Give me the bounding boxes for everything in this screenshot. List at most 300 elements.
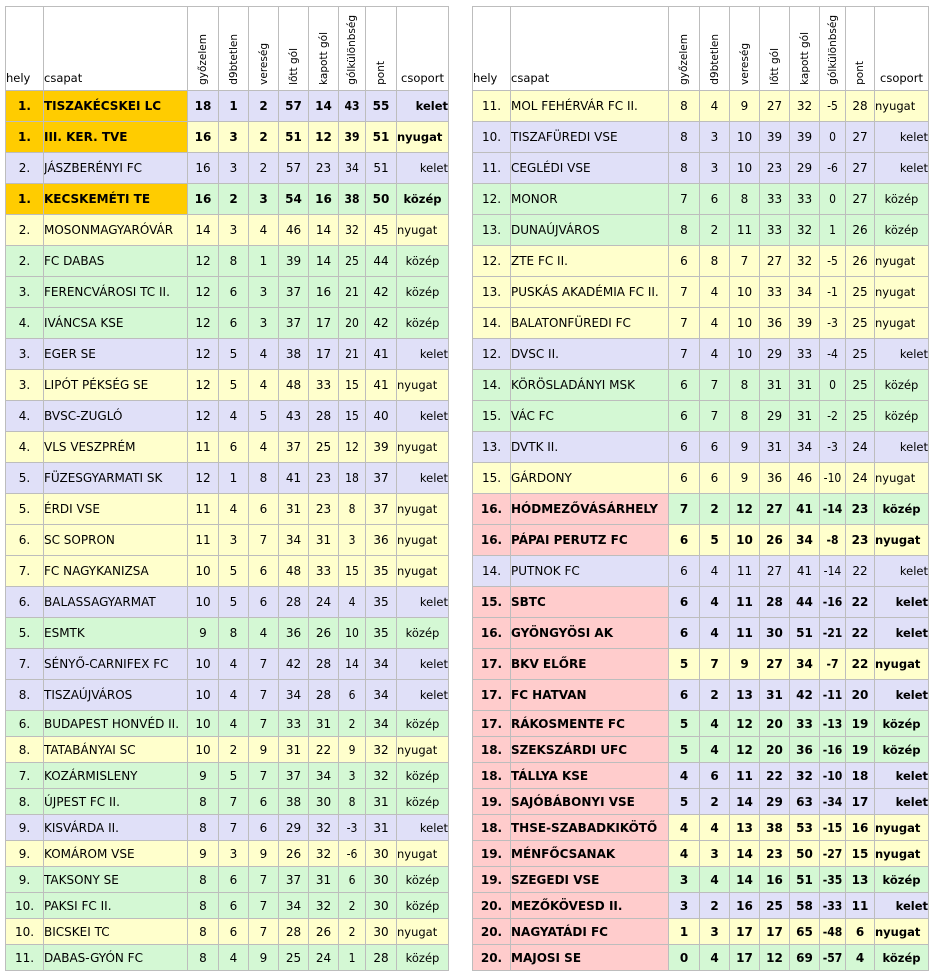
row-group: nyugat <box>875 919 929 945</box>
row-pos: 19. <box>473 841 511 867</box>
row-losses: 16 <box>730 893 760 919</box>
row-goals-for: 37 <box>279 308 309 339</box>
row-wins: 10 <box>188 680 219 711</box>
row-goals-against: 14 <box>309 91 339 122</box>
row-goals-against: 33 <box>790 339 820 370</box>
row-pos: 14. <box>473 556 511 587</box>
row-goals-for: 39 <box>760 122 790 153</box>
row-draws: 8 <box>219 246 249 277</box>
row-losses: 12 <box>730 711 760 737</box>
row-goals-against: 32 <box>309 841 339 867</box>
row-losses: 9 <box>249 841 279 867</box>
table-row <box>6 711 449 737</box>
row-losses: 11 <box>730 587 760 618</box>
row-team: BKV ELŐRE <box>511 649 669 680</box>
table-row <box>473 867 929 893</box>
row-losses: 7 <box>249 763 279 789</box>
row-pos: 10. <box>6 893 44 919</box>
row-draws: 4 <box>700 737 730 763</box>
row-pos: 17. <box>473 711 511 737</box>
row-goals-against: 17 <box>309 308 339 339</box>
row-group: kelet <box>875 122 929 153</box>
row-team: MÉNFŐCSANAK <box>511 841 669 867</box>
row-group: közép <box>397 893 449 919</box>
row-goal-diff: -21 <box>820 618 846 649</box>
row-points: 22 <box>846 649 875 680</box>
row-points: 25 <box>846 370 875 401</box>
row-losses: 4 <box>249 339 279 370</box>
row-group: kelet <box>875 680 929 711</box>
row-losses: 8 <box>730 184 760 215</box>
row-team: FC HATVAN <box>511 680 669 711</box>
row-points: 39 <box>366 432 397 463</box>
row-team: ESMTK <box>44 618 188 649</box>
row-goals-against: 33 <box>790 711 820 737</box>
row-wins: 12 <box>188 246 219 277</box>
table-row <box>473 463 929 494</box>
row-draws: 2 <box>700 215 730 246</box>
row-goals-for: 27 <box>760 246 790 277</box>
row-pos: 16. <box>473 494 511 525</box>
row-group: kelet <box>875 789 929 815</box>
row-goal-diff: 1 <box>339 945 366 971</box>
row-goal-diff: 10 <box>339 618 366 649</box>
row-team: SZEGEDI VSE <box>511 867 669 893</box>
row-draws: 5 <box>219 370 249 401</box>
row-goal-diff: 15 <box>339 556 366 587</box>
row-pos: 1. <box>6 184 44 215</box>
row-goal-diff: -14 <box>820 556 846 587</box>
row-losses: 7 <box>249 919 279 945</box>
row-wins: 1 <box>669 919 700 945</box>
row-goal-diff: 2 <box>339 919 366 945</box>
row-goals-against: 65 <box>790 919 820 945</box>
row-pos: 16. <box>473 618 511 649</box>
row-pos: 13. <box>473 215 511 246</box>
row-losses: 10 <box>730 122 760 153</box>
row-wins: 10 <box>188 587 219 618</box>
row-wins: 6 <box>669 587 700 618</box>
row-group: közép <box>397 246 449 277</box>
row-group: nyugat <box>875 841 929 867</box>
row-goal-diff: -3 <box>820 432 846 463</box>
row-pos: 5. <box>6 494 44 525</box>
row-goals-for: 36 <box>760 463 790 494</box>
header-pos: hely <box>473 7 511 91</box>
row-losses: 17 <box>730 945 760 971</box>
row-goals-for: 31 <box>279 737 309 763</box>
row-draws: 4 <box>219 401 249 432</box>
row-pos: 7. <box>6 649 44 680</box>
row-pos: 9. <box>6 841 44 867</box>
row-goal-diff: -2 <box>820 401 846 432</box>
row-wins: 7 <box>669 494 700 525</box>
row-goals-against: 17 <box>309 339 339 370</box>
row-goals-against: 31 <box>790 370 820 401</box>
row-goals-against: 23 <box>309 463 339 494</box>
row-points: 40 <box>366 401 397 432</box>
row-goals-against: 28 <box>309 401 339 432</box>
row-goals-against: 32 <box>790 246 820 277</box>
row-draws: 2 <box>219 737 249 763</box>
row-wins: 12 <box>188 277 219 308</box>
row-wins: 8 <box>188 867 219 893</box>
row-goal-diff: -27 <box>820 841 846 867</box>
row-goals-for: 42 <box>279 649 309 680</box>
row-goals-for: 29 <box>760 401 790 432</box>
row-group: nyugat <box>397 525 449 556</box>
table-row <box>473 153 929 184</box>
row-wins: 9 <box>188 841 219 867</box>
row-goals-for: 46 <box>279 215 309 246</box>
row-goals-for: 28 <box>279 587 309 618</box>
row-wins: 8 <box>188 919 219 945</box>
row-goal-diff: -7 <box>820 649 846 680</box>
row-wins: 3 <box>669 867 700 893</box>
row-group: kelet <box>397 91 449 122</box>
row-wins: 10 <box>188 711 219 737</box>
row-goal-diff: -13 <box>820 711 846 737</box>
row-points: 19 <box>846 711 875 737</box>
row-points: 31 <box>366 789 397 815</box>
row-draws: 7 <box>219 789 249 815</box>
table-row <box>6 815 449 841</box>
row-draws: 8 <box>700 246 730 277</box>
row-goals-against: 29 <box>790 153 820 184</box>
row-draws: 3 <box>700 122 730 153</box>
row-draws: 1 <box>219 91 249 122</box>
row-group: kelet <box>397 463 449 494</box>
header-goal-diff: gólkülönbség <box>820 7 846 91</box>
row-pos: 15. <box>473 587 511 618</box>
table-row <box>6 370 449 401</box>
row-goals-against: 34 <box>790 277 820 308</box>
row-pos: 13. <box>473 277 511 308</box>
row-draws: 3 <box>700 153 730 184</box>
table-row <box>473 432 929 463</box>
row-group: nyugat <box>875 525 929 556</box>
table-row <box>473 246 929 277</box>
row-draws: 4 <box>700 711 730 737</box>
row-goals-against: 69 <box>790 945 820 971</box>
row-goals-for: 31 <box>760 680 790 711</box>
row-points: 32 <box>366 737 397 763</box>
row-pos: 11. <box>6 945 44 971</box>
row-goals-against: 41 <box>790 494 820 525</box>
row-goals-against: 39 <box>790 122 820 153</box>
row-points: 30 <box>366 919 397 945</box>
row-wins: 6 <box>669 370 700 401</box>
row-goal-diff: 25 <box>339 246 366 277</box>
row-goal-diff: 3 <box>339 525 366 556</box>
row-goal-diff: 8 <box>339 789 366 815</box>
row-wins: 8 <box>188 789 219 815</box>
row-draws: 8 <box>219 618 249 649</box>
row-draws: 2 <box>219 184 249 215</box>
row-team: ÚJPEST FC II. <box>44 789 188 815</box>
row-goals-against: 32 <box>309 815 339 841</box>
table-row <box>473 370 929 401</box>
table-row <box>6 763 449 789</box>
table-row <box>6 867 449 893</box>
row-team: PUSKÁS AKADÉMIA FC II. <box>511 277 669 308</box>
table-row <box>473 893 929 919</box>
header-losses: vereség <box>249 7 279 91</box>
row-losses: 2 <box>249 153 279 184</box>
row-draws: 3 <box>219 153 249 184</box>
row-goal-diff: -8 <box>820 525 846 556</box>
row-group: kelet <box>875 153 929 184</box>
row-draws: 4 <box>700 867 730 893</box>
row-draws: 4 <box>219 680 249 711</box>
row-losses: 17 <box>730 919 760 945</box>
row-draws: 3 <box>700 919 730 945</box>
row-goal-diff: -11 <box>820 680 846 711</box>
row-draws: 4 <box>700 556 730 587</box>
row-goals-for: 43 <box>279 401 309 432</box>
table-row <box>473 277 929 308</box>
table-row <box>6 680 449 711</box>
row-team: PUTNOK FC <box>511 556 669 587</box>
table-header-row <box>6 7 449 91</box>
table-row <box>473 763 929 789</box>
row-points: 23 <box>846 525 875 556</box>
row-goal-diff: -16 <box>820 587 846 618</box>
row-group: nyugat <box>397 556 449 587</box>
row-pos: 8. <box>6 789 44 815</box>
row-points: 50 <box>366 184 397 215</box>
row-goals-against: 39 <box>790 308 820 339</box>
row-team: VLS VESZPRÉM <box>44 432 188 463</box>
row-goals-for: 39 <box>279 246 309 277</box>
row-group: nyugat <box>397 215 449 246</box>
row-wins: 18 <box>188 91 219 122</box>
row-losses: 14 <box>730 867 760 893</box>
row-goals-against: 14 <box>309 215 339 246</box>
table-row <box>6 401 449 432</box>
row-team: FÜZESGYARMATI SK <box>44 463 188 494</box>
row-group: közép <box>397 184 449 215</box>
row-points: 17 <box>846 789 875 815</box>
row-goal-diff: -5 <box>820 91 846 122</box>
table-row <box>473 556 929 587</box>
row-goals-against: 34 <box>309 763 339 789</box>
row-pos: 18. <box>473 737 511 763</box>
row-goals-for: 33 <box>760 184 790 215</box>
header-team: csapat <box>511 7 669 91</box>
row-losses: 9 <box>730 91 760 122</box>
row-goals-against: 23 <box>309 494 339 525</box>
row-points: 6 <box>846 919 875 945</box>
row-pos: 7. <box>6 556 44 587</box>
row-goals-against: 44 <box>790 587 820 618</box>
row-points: 36 <box>366 525 397 556</box>
row-goals-for: 25 <box>279 945 309 971</box>
row-losses: 7 <box>249 893 279 919</box>
row-goals-against: 23 <box>309 153 339 184</box>
row-draws: 4 <box>700 339 730 370</box>
row-losses: 6 <box>249 815 279 841</box>
table-row <box>473 401 929 432</box>
row-wins: 10 <box>188 556 219 587</box>
row-pos: 5. <box>6 618 44 649</box>
row-goals-for: 27 <box>760 649 790 680</box>
header-team: csapat <box>44 7 188 91</box>
row-goals-against: 30 <box>309 789 339 815</box>
row-draws: 6 <box>700 184 730 215</box>
row-losses: 9 <box>730 432 760 463</box>
row-goals-for: 48 <box>279 556 309 587</box>
row-losses: 14 <box>730 841 760 867</box>
row-group: közép <box>875 494 929 525</box>
row-pos: 15. <box>473 463 511 494</box>
row-team: MOL FEHÉRVÁR FC II. <box>511 91 669 122</box>
row-pos: 4. <box>6 308 44 339</box>
row-pos: 17. <box>473 680 511 711</box>
table-row <box>6 339 449 370</box>
row-group: közép <box>397 763 449 789</box>
table-row <box>6 649 449 680</box>
row-points: 30 <box>366 893 397 919</box>
row-team: BUDAPEST HONVÉD II. <box>44 711 188 737</box>
row-team: BVSC-ZUGLÓ <box>44 401 188 432</box>
row-team: SÉNYŐ-CARNIFEX FC <box>44 649 188 680</box>
table-row <box>6 122 449 153</box>
row-draws: 4 <box>700 91 730 122</box>
row-group: kelet <box>397 587 449 618</box>
row-wins: 10 <box>188 649 219 680</box>
row-goal-diff: -57 <box>820 945 846 971</box>
table-row <box>6 618 449 649</box>
row-goals-for: 31 <box>279 494 309 525</box>
row-team: THSE-SZABADKIKÖTŐ <box>511 815 669 841</box>
row-goals-for: 20 <box>760 711 790 737</box>
row-pos: 20. <box>473 893 511 919</box>
row-goals-for: 26 <box>760 525 790 556</box>
row-points: 28 <box>366 945 397 971</box>
row-pos: 6. <box>6 587 44 618</box>
row-pos: 7. <box>6 763 44 789</box>
row-points: 35 <box>366 587 397 618</box>
row-draws: 7 <box>219 815 249 841</box>
row-goal-diff: -10 <box>820 763 846 789</box>
row-wins: 4 <box>669 763 700 789</box>
row-wins: 6 <box>669 246 700 277</box>
table-row <box>473 737 929 763</box>
row-wins: 4 <box>669 841 700 867</box>
row-pos: 16. <box>473 525 511 556</box>
row-group: közép <box>397 308 449 339</box>
row-team: KECSKEMÉTI TE <box>44 184 188 215</box>
row-losses: 8 <box>730 401 760 432</box>
row-goals-for: 38 <box>279 339 309 370</box>
row-points: 22 <box>846 587 875 618</box>
row-pos: 12. <box>473 246 511 277</box>
row-group: nyugat <box>397 919 449 945</box>
row-team: DVSC II. <box>511 339 669 370</box>
row-pos: 1. <box>6 122 44 153</box>
row-losses: 3 <box>249 277 279 308</box>
table-row <box>473 525 929 556</box>
row-wins: 5 <box>669 789 700 815</box>
header-wins: győzelem <box>188 7 219 91</box>
row-goals-against: 33 <box>309 556 339 587</box>
table-row <box>473 919 929 945</box>
row-goals-for: 57 <box>279 153 309 184</box>
row-goals-for: 34 <box>279 893 309 919</box>
row-pos: 14. <box>473 370 511 401</box>
row-losses: 3 <box>249 308 279 339</box>
row-team: ÉRDI VSE <box>44 494 188 525</box>
row-goals-for: 22 <box>760 763 790 789</box>
row-group: kelet <box>875 556 929 587</box>
table-row <box>6 737 449 763</box>
row-wins: 12 <box>188 370 219 401</box>
row-group: közép <box>875 184 929 215</box>
row-team: TISZAFÜREDI VSE <box>511 122 669 153</box>
row-goals-against: 31 <box>309 867 339 893</box>
row-group: nyugat <box>875 91 929 122</box>
header-points: pont <box>846 7 875 91</box>
row-wins: 11 <box>188 525 219 556</box>
row-draws: 2 <box>700 893 730 919</box>
row-wins: 8 <box>188 815 219 841</box>
row-group: nyugat <box>397 494 449 525</box>
row-goals-for: 16 <box>760 867 790 893</box>
row-losses: 9 <box>730 463 760 494</box>
header-points: pont <box>366 7 397 91</box>
row-pos: 14. <box>473 308 511 339</box>
table-row <box>6 919 449 945</box>
row-goals-for: 34 <box>279 525 309 556</box>
row-points: 26 <box>846 246 875 277</box>
row-points: 16 <box>846 815 875 841</box>
row-group: kelet <box>397 401 449 432</box>
row-wins: 6 <box>669 401 700 432</box>
row-goals-against: 58 <box>790 893 820 919</box>
header-goals-against: kapott gól <box>309 7 339 91</box>
row-pos: 9. <box>6 867 44 893</box>
table-row <box>6 494 449 525</box>
header-group: csoport <box>875 7 929 91</box>
row-team: IVÁNCSA KSE <box>44 308 188 339</box>
row-goal-diff: -3 <box>339 815 366 841</box>
row-goals-against: 36 <box>790 737 820 763</box>
row-goals-against: 16 <box>309 184 339 215</box>
row-group: kelet <box>875 763 929 789</box>
row-draws: 4 <box>219 945 249 971</box>
row-team: KOMÁROM VSE <box>44 841 188 867</box>
row-points: 55 <box>366 91 397 122</box>
row-draws: 3 <box>219 215 249 246</box>
row-losses: 12 <box>730 494 760 525</box>
row-points: 34 <box>366 649 397 680</box>
row-wins: 7 <box>669 308 700 339</box>
row-pos: 17. <box>473 649 511 680</box>
row-group: nyugat <box>875 246 929 277</box>
row-goals-against: 24 <box>309 587 339 618</box>
row-wins: 7 <box>669 184 700 215</box>
row-losses: 5 <box>249 401 279 432</box>
row-losses: 8 <box>249 463 279 494</box>
row-wins: 6 <box>669 618 700 649</box>
row-group: közép <box>397 789 449 815</box>
row-losses: 13 <box>730 680 760 711</box>
row-losses: 4 <box>249 370 279 401</box>
row-wins: 6 <box>669 463 700 494</box>
row-points: 30 <box>366 867 397 893</box>
row-losses: 7 <box>730 246 760 277</box>
